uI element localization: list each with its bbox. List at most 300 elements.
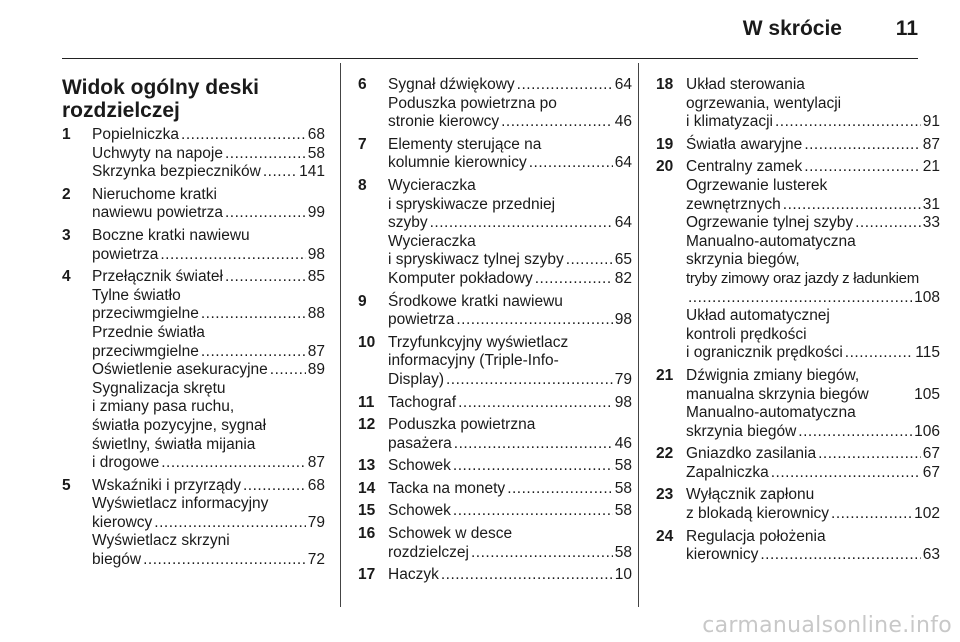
entry-line <box>92 204 325 223</box>
entry-text: skrzynia biegów, <box>686 251 800 269</box>
index-entry <box>656 76 940 132</box>
dot-leader <box>201 343 306 362</box>
entry-text: nawiewu powietrza <box>92 204 223 222</box>
entry-text: i drogowe <box>92 454 160 472</box>
entry-number: 12 <box>358 416 376 434</box>
dot-leader <box>181 126 306 145</box>
dot-leader <box>154 514 305 533</box>
entry-text: Przednie światła <box>92 323 205 341</box>
entry-line <box>92 186 325 205</box>
entry-line <box>92 227 325 246</box>
entry-line <box>388 544 632 563</box>
entry-lines <box>388 416 632 453</box>
entry-line <box>686 251 940 270</box>
watermark: carmanualsonline.info <box>702 613 952 638</box>
entry-number: 1 <box>62 126 71 143</box>
entry-list <box>358 76 632 585</box>
page-ref: 58 <box>307 144 325 162</box>
index-column-1 <box>62 76 325 574</box>
entry-line <box>388 435 632 454</box>
entry-text: Gniazdko zasilania <box>686 445 817 463</box>
entry-text: Skrzynka bezpieczników <box>92 163 261 181</box>
entry-text: kontroli prędkości <box>686 325 807 343</box>
page-ref: 58 <box>614 502 632 520</box>
entry-lines <box>686 528 940 565</box>
page-ref: 99 <box>307 204 325 222</box>
dot-leader <box>818 445 921 464</box>
dot-leader <box>225 204 306 223</box>
index-entry <box>62 186 325 223</box>
page-ref: 98 <box>307 245 325 263</box>
dot-leader <box>446 371 613 390</box>
entry-text: Manualno-automatyczna <box>686 232 856 250</box>
index-entry <box>358 502 632 521</box>
index-entry <box>358 136 632 173</box>
entry-lines <box>92 186 325 223</box>
entry-line <box>686 233 940 252</box>
entry-line <box>92 268 325 287</box>
entry-text: Schowek <box>388 457 451 475</box>
entry-text: skrzynia biegów <box>686 422 797 440</box>
entry-text: Regulacja położenia <box>686 527 826 545</box>
entry-line <box>92 305 325 324</box>
page-ref: 98 <box>614 393 632 411</box>
entry-lines <box>686 76 940 132</box>
entry-text: Dźwignia zmiany biegów, <box>686 366 860 384</box>
entry-text: szyby <box>388 214 428 232</box>
dot-leader <box>270 361 306 380</box>
entry-line <box>92 495 325 514</box>
index-entry <box>358 416 632 453</box>
entry-text: Sygnał dźwiękowy <box>388 76 515 93</box>
entry-line <box>388 311 632 330</box>
page-ref: 46 <box>614 113 632 131</box>
page-ref: 58 <box>614 479 632 497</box>
dot-leader <box>225 145 306 164</box>
index-entry <box>62 477 325 570</box>
header-title: W skrócie <box>742 17 842 40</box>
entry-line <box>686 76 940 95</box>
entry-text: pasażera <box>388 434 452 452</box>
dot-leader <box>453 457 613 476</box>
dot-leader <box>798 423 912 442</box>
entry-line <box>388 334 632 353</box>
entry-number: 15 <box>358 502 376 520</box>
entry-line <box>686 158 940 177</box>
entry-number: 8 <box>358 176 367 194</box>
page-number: 11 <box>895 17 918 40</box>
entry-line <box>686 177 940 196</box>
dot-leader <box>160 246 305 265</box>
page-ref: 79 <box>307 513 325 531</box>
page-ref: 141 <box>299 163 325 181</box>
entry-text: Układ automatycznej <box>686 307 830 325</box>
entry-text: Tylne światło <box>92 286 181 304</box>
entry-lines <box>388 293 632 330</box>
entry-line <box>686 464 940 483</box>
entry-text: z blokadą kierownicy <box>686 505 830 523</box>
entry-text: Środkowe kratki nawiewu <box>388 292 563 310</box>
entry-text: Światła awaryjne <box>686 135 803 153</box>
entry-line <box>92 145 325 164</box>
entry-line <box>388 177 632 196</box>
entry-line <box>388 352 632 371</box>
index-entry <box>358 525 632 562</box>
entry-line <box>388 95 632 114</box>
entry-text: Wycieraczka <box>388 176 476 194</box>
entry-number: 14 <box>358 479 376 497</box>
page-ref: 63 <box>922 546 940 564</box>
entry-lines <box>388 457 632 476</box>
index-column-2 <box>358 76 632 589</box>
page-ref: 21 <box>922 158 940 176</box>
page-ref: 82 <box>614 269 632 287</box>
entry-line <box>92 436 325 455</box>
dot-leader <box>529 154 613 173</box>
entry-text: Wyłącznik zapłonu <box>686 486 815 504</box>
entry-line <box>388 270 632 289</box>
entry-text: biegów <box>92 551 142 569</box>
index-entry <box>358 76 632 132</box>
entry-text: kolumnie kierownicy <box>388 154 527 172</box>
page-header <box>0 0 960 60</box>
page-ref: 67 <box>922 445 940 463</box>
dot-leader <box>441 566 613 585</box>
entry-text: kierowcy <box>92 513 153 531</box>
entry-text: i spryskiwacz tylnej szyby <box>388 251 564 269</box>
column-divider <box>638 63 639 607</box>
entry-number: 11 <box>358 393 375 411</box>
entry-line <box>388 76 632 95</box>
entry-text: Oświetlenie asekuracyjne <box>92 361 268 379</box>
entry-text: stronie kierowcy <box>388 113 500 131</box>
entry-line <box>686 196 940 215</box>
entry-line <box>686 326 940 345</box>
entry-line <box>92 163 325 182</box>
entry-line <box>686 386 940 405</box>
entry-lines <box>388 334 632 390</box>
entry-line <box>92 380 325 399</box>
entry-text: Komputer pokładowy <box>388 269 533 287</box>
entry-text: Centralny zamek <box>686 158 803 176</box>
entry-text: Zapalniczka <box>686 463 769 481</box>
page-ref: 58 <box>614 457 632 475</box>
index-entry <box>358 457 632 476</box>
entry-lines <box>92 227 325 264</box>
entry-line <box>686 445 940 464</box>
entry-text: powietrza <box>92 245 159 263</box>
entry-number: 9 <box>358 292 367 310</box>
entry-line <box>686 404 940 423</box>
entry-lines <box>388 136 632 173</box>
entry-line <box>92 551 325 570</box>
entry-text: rozdzielczej <box>388 543 469 561</box>
entry-line <box>686 344 940 363</box>
page-ref: 64 <box>614 76 632 93</box>
entry-line <box>388 394 632 413</box>
entry-number: 23 <box>656 486 674 504</box>
dot-leader <box>775 113 921 132</box>
index-entry <box>656 158 940 363</box>
entry-text: Nieruchome kratki <box>92 185 217 203</box>
entry-line <box>388 457 632 476</box>
page-ref: 89 <box>307 361 325 379</box>
header-rule <box>62 58 918 59</box>
page-ref: 91 <box>922 113 940 131</box>
dot-leader <box>453 502 613 521</box>
entry-text: Wskaźniki i przyrządy <box>92 476 241 494</box>
page-ref: 102 <box>914 505 940 523</box>
entry-text: Elementy sterujące na <box>388 135 542 153</box>
entry-line <box>388 233 632 252</box>
dot-leader <box>471 544 613 563</box>
dot-leader <box>507 480 613 499</box>
entry-line <box>388 196 632 215</box>
entry-number: 20 <box>656 158 674 176</box>
entry-text: Popielniczka <box>92 126 180 143</box>
page-ref: 46 <box>614 434 632 452</box>
entry-number: 21 <box>656 366 674 384</box>
entry-text: Trzyfunkcyjny wyświetlacz <box>388 333 569 351</box>
entry-line <box>388 416 632 435</box>
entry-number: 2 <box>62 185 71 203</box>
entry-number: 7 <box>358 135 367 153</box>
dot-leader <box>804 136 920 155</box>
entry-line <box>686 113 940 132</box>
entry-number: 13 <box>358 457 376 475</box>
index-entry <box>656 528 940 565</box>
entry-line <box>388 525 632 544</box>
entry-text: Uchwyty na napoje <box>92 144 223 162</box>
entry-text: i ogranicznik prędkości <box>686 344 843 362</box>
entry-text: kierownicy <box>686 546 759 564</box>
entry-text: światła pozycyjne, sygnał <box>92 416 267 434</box>
index-entry <box>656 486 940 523</box>
entry-line <box>686 486 940 505</box>
dot-leader <box>430 214 613 233</box>
page-ref: 64 <box>614 154 632 172</box>
index-entry <box>62 227 325 264</box>
entry-line <box>92 324 325 343</box>
entry-line <box>686 423 940 442</box>
entry-line <box>388 136 632 155</box>
index-entry <box>358 394 632 413</box>
entry-text: przeciwmgielne <box>92 305 199 323</box>
entry-line <box>686 307 940 326</box>
entry-line <box>92 361 325 380</box>
section-title-line: Widok ogólny deski <box>62 76 259 99</box>
page-ref: 98 <box>614 311 632 329</box>
page-ref: 64 <box>614 214 632 232</box>
entry-line <box>686 528 940 547</box>
index-column-3 <box>656 76 940 569</box>
dot-leader <box>771 464 921 483</box>
dot-leader <box>845 344 913 363</box>
entry-number: 3 <box>62 226 71 244</box>
column-divider <box>340 63 341 607</box>
entry-number: 22 <box>656 445 674 463</box>
page-ref: 58 <box>614 543 632 561</box>
entry-lines <box>388 525 632 562</box>
dot-leader <box>456 311 612 330</box>
entry-text: Schowek w desce <box>388 525 513 543</box>
entry-number: 17 <box>358 566 376 584</box>
entry-text: Przełącznik świateł <box>92 268 223 286</box>
entry-text: przeciwmgielne <box>92 342 199 360</box>
entry-lines <box>92 268 325 473</box>
page-ref: 88 <box>307 305 325 323</box>
index-entry <box>358 566 632 585</box>
entry-lines <box>686 367 940 441</box>
page-ref: 85 <box>307 268 325 286</box>
dot-leader <box>566 251 613 270</box>
index-entry <box>656 445 940 482</box>
dot-leader <box>201 305 306 324</box>
entry-line <box>388 502 632 521</box>
entry-line <box>388 154 632 173</box>
dot-leader <box>143 551 306 570</box>
dot-leader <box>501 113 613 132</box>
page-ref: 68 <box>307 476 325 494</box>
entry-text: Ogrzewanie tylnej szyby <box>686 214 854 232</box>
entry-text: Tachograf <box>388 393 457 411</box>
page-ref: 87 <box>922 135 940 153</box>
entry-line <box>388 480 632 499</box>
entry-text: Ogrzewanie lusterek <box>686 176 828 194</box>
entry-number: 5 <box>62 476 71 494</box>
entry-text: zewnętrznych <box>686 195 781 213</box>
index-entry <box>62 126 325 182</box>
entry-lines <box>388 566 632 585</box>
entry-line <box>92 343 325 362</box>
dot-leader <box>458 394 613 413</box>
entry-lines <box>686 158 940 363</box>
page-ref: 72 <box>307 551 325 569</box>
entry-text: i spryskiwacze przedniej <box>388 195 556 213</box>
entry-lines <box>92 126 325 182</box>
entry-line <box>686 214 940 233</box>
entry-line <box>388 293 632 312</box>
entry-line <box>92 454 325 473</box>
page-ref: 115 <box>915 344 940 362</box>
index-entry <box>358 177 632 289</box>
entry-lines <box>388 177 632 289</box>
entry-text: powietrza <box>388 311 455 329</box>
dot-leader <box>454 435 613 454</box>
index-entry <box>656 136 940 155</box>
dot-leader <box>225 268 306 287</box>
entry-line <box>686 95 940 114</box>
page-ref: 68 <box>307 126 325 143</box>
index-entry <box>358 334 632 390</box>
entry-lines <box>388 502 632 521</box>
entry-text: i klimatyzacji <box>686 113 773 131</box>
page-ref: 106 <box>914 422 940 440</box>
page-ref: 108 <box>914 288 940 306</box>
entry-text: Poduszka powietrzna po <box>388 94 557 112</box>
dot-leader <box>243 477 306 496</box>
section-title <box>62 76 325 122</box>
entry-text: manualna skrzynia biegów <box>686 385 869 403</box>
entry-list <box>656 76 940 565</box>
entry-line <box>92 287 325 306</box>
entry-text: Wyświetlacz skrzyni <box>92 532 230 550</box>
dot-leader <box>535 270 613 289</box>
index-entry <box>656 367 940 441</box>
dot-leader <box>804 158 920 177</box>
entry-line <box>92 398 325 417</box>
entry-text: Schowek <box>388 502 451 520</box>
entry-lines <box>388 76 632 132</box>
dot-leader <box>855 214 921 233</box>
entry-line <box>388 113 632 132</box>
entry-number: 16 <box>358 525 376 543</box>
entry-line <box>92 532 325 551</box>
entry-text: i zmiany pasa ruchu, <box>92 398 235 416</box>
entry-number: 18 <box>656 76 674 93</box>
dot-leader <box>831 505 912 524</box>
entry-line <box>388 371 632 390</box>
entry-text: Układ sterowania <box>686 76 805 93</box>
entry-text: Sygnalizacja skrętu <box>92 379 226 397</box>
dot-leader <box>263 163 297 182</box>
entry-line <box>92 417 325 436</box>
dot-leader <box>161 454 306 473</box>
entry-line <box>388 251 632 270</box>
entry-line <box>92 126 325 145</box>
entry-line <box>686 367 940 386</box>
index-entry <box>358 293 632 330</box>
entry-text: ogrzewania, wentylacji <box>686 94 842 112</box>
page-ref: 31 <box>922 195 940 213</box>
entry-number: 4 <box>62 268 71 286</box>
entry-lines <box>388 394 632 413</box>
index-entry <box>62 268 325 473</box>
entry-line <box>686 546 940 565</box>
section-title-line: rozdzielczej <box>62 99 180 122</box>
entry-line <box>92 514 325 533</box>
entry-lines <box>92 477 325 570</box>
entry-text: informacyjny (Triple-Info- <box>388 352 559 370</box>
entry-line <box>92 477 325 496</box>
entry-text: Boczne kratki nawiewu <box>92 226 250 244</box>
dot-leader <box>517 76 613 95</box>
entry-line <box>686 270 940 289</box>
index-entry <box>358 480 632 499</box>
dot-leader <box>688 289 912 308</box>
entry-text: Haczyk <box>388 566 439 584</box>
entry-line <box>686 136 940 155</box>
page-ref: 87 <box>307 454 325 472</box>
entry-lines <box>388 480 632 499</box>
entry-number: 10 <box>358 333 376 351</box>
entry-text: Wyświetlacz informacyjny <box>92 495 269 513</box>
entry-list <box>62 126 325 570</box>
entry-lines <box>686 445 940 482</box>
entry-lines <box>686 486 940 523</box>
dot-leader <box>783 196 921 215</box>
entry-text: tryby zimowy oraz jazdy z ładunkiem <box>686 269 919 287</box>
entry-number: 24 <box>656 527 674 545</box>
entry-text: Display) <box>388 370 444 388</box>
entry-text: Manualno-automatyczna <box>686 404 856 422</box>
entry-text: Tacka na monety <box>388 479 506 497</box>
entry-lines <box>686 136 940 155</box>
entry-number: 6 <box>358 76 367 93</box>
entry-number: 19 <box>656 135 674 153</box>
page-ref: 79 <box>614 370 632 388</box>
entry-text: Wycieraczka <box>388 232 476 250</box>
